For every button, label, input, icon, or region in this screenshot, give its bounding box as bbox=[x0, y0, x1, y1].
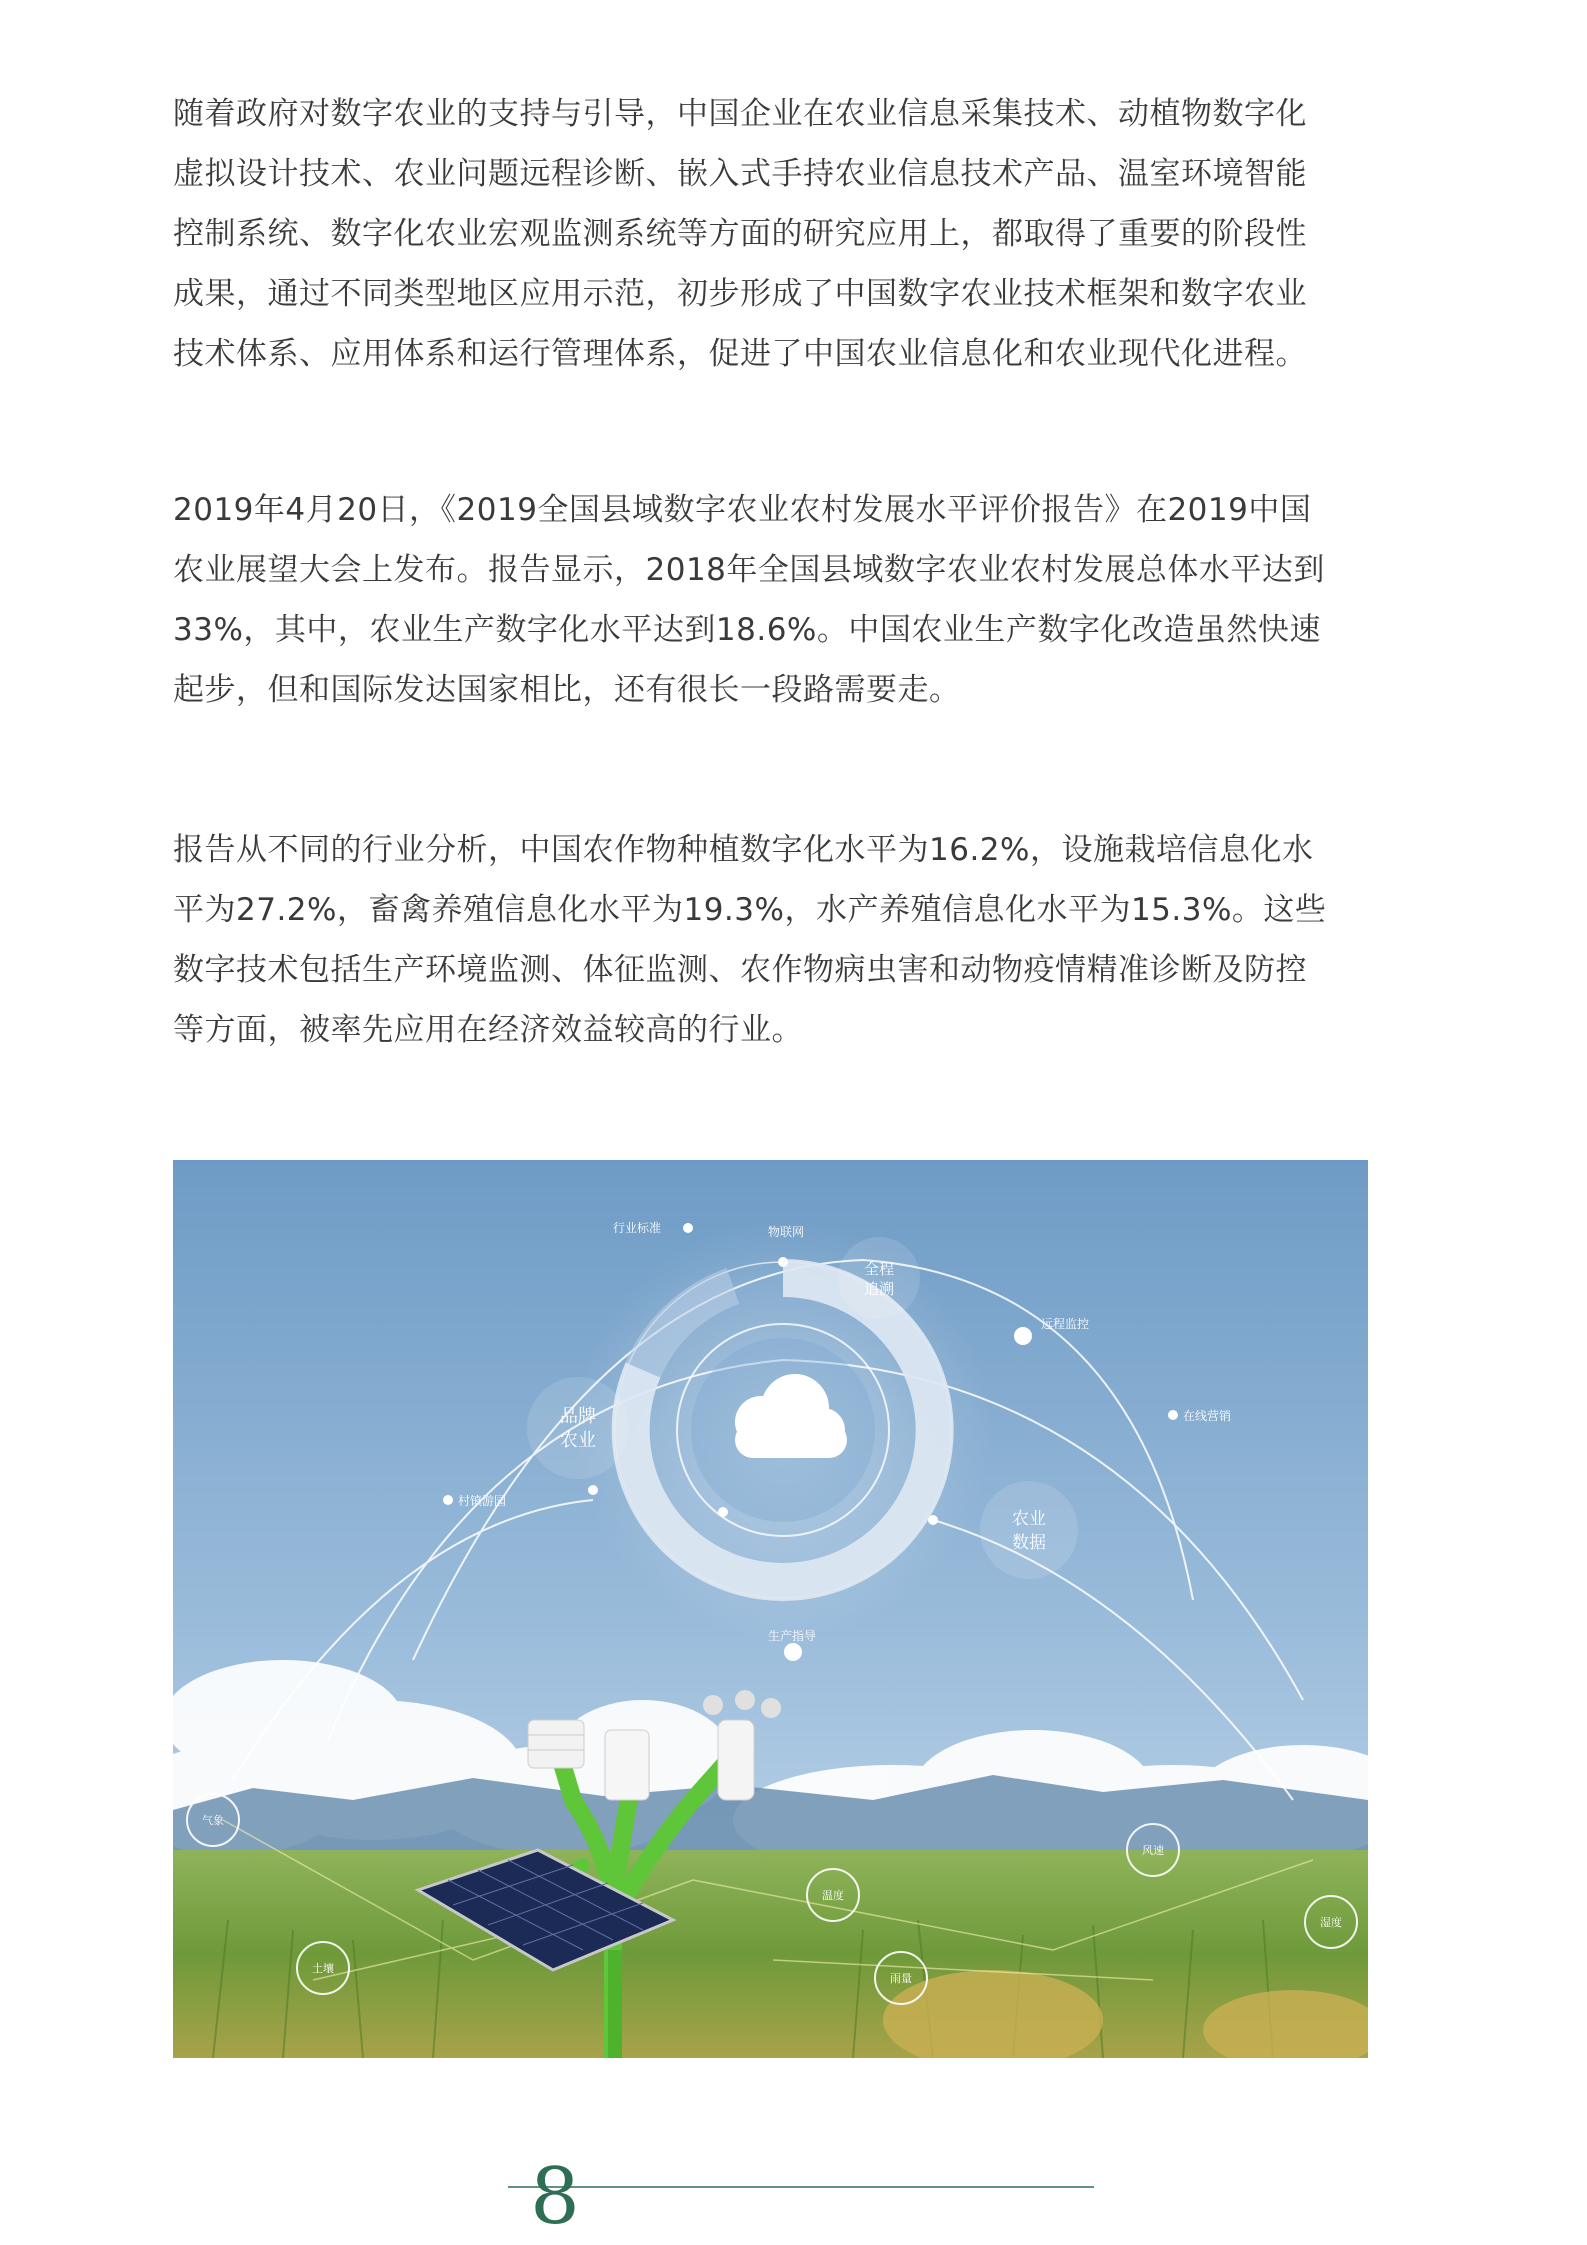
text-line: 控制系统、数字化农业宏观监测系统等方面的研究应用上，都取得了重要的阶段性 bbox=[173, 216, 1307, 252]
text-line: 数字技术包括生产环境监测、体征监测、农作物病虫害和动物疫情精准诊断及防控 bbox=[173, 952, 1307, 988]
label-iot: 物联网 bbox=[768, 1225, 805, 1239]
label-production-guide: 生产指导 bbox=[768, 1629, 817, 1643]
smart-agriculture-illustration bbox=[173, 1160, 1368, 2058]
text-line: 成果，通过不同类型地区应用示范，初步形成了中国数字农业技术框架和数字农业 bbox=[173, 276, 1307, 312]
footer-divider bbox=[508, 2186, 1094, 2188]
label-agri-data-2: 数据 bbox=[1012, 1533, 1046, 1553]
label-agri-data-1: 农业 bbox=[1012, 1509, 1046, 1529]
label-moisture: 湿度 bbox=[1320, 1916, 1342, 1929]
label-soil: 土壤 bbox=[312, 1962, 334, 1975]
text-line: 33%，其中，农业生产数字化水平达到18.6%。中国农业生产数字化改造虽然快速 bbox=[173, 612, 1321, 648]
label-brand-2: 农业 bbox=[560, 1430, 596, 1451]
label-full-tracing-2: 追溯 bbox=[863, 1280, 895, 1298]
label-online-sales: 在线营销 bbox=[1183, 1409, 1232, 1423]
label-industry-standard: 行业标准 bbox=[613, 1221, 662, 1235]
label-remote-monitoring: 远程监控 bbox=[1041, 1317, 1090, 1331]
text-line: 等方面，被率先应用在经济效益较高的行业。 bbox=[173, 1012, 803, 1048]
text-line: 虚拟设计技术、农业问题远程诊断、嵌入式手持农业信息技术产品、温室环境智能 bbox=[173, 156, 1307, 192]
full-tracing-node bbox=[839, 1238, 919, 1318]
text-line: 平为27.2%，畜禽养殖信息化水平为19.3%，水产养殖信息化水平为15.3%。这些 bbox=[173, 892, 1327, 928]
text-line: 随着政府对数字农业的支持与引导，中国企业在农业信息采集技术、动植物数字化 bbox=[173, 96, 1307, 132]
brand-agriculture-node bbox=[528, 1378, 628, 1478]
agri-data-node bbox=[981, 1482, 1077, 1578]
label-full-tracing-1: 全程 bbox=[863, 1260, 895, 1278]
paragraph-digital-agriculture-support bbox=[173, 84, 1423, 384]
label-rain: 雨量 bbox=[890, 1972, 912, 1985]
text-line: 起步，但和国际发达国家相比，还有很长一段路需要走。 bbox=[173, 672, 961, 708]
paragraph-industry-analysis bbox=[173, 820, 1423, 1060]
paragraph-2019-report bbox=[173, 480, 1423, 720]
label-wind-speed: 风速 bbox=[1142, 1844, 1164, 1857]
label-weather: 气象 bbox=[202, 1814, 224, 1827]
text-line: 报告从不同的行业分析，中国农作物种植数字化水平为16.2%，设施栽培信息化水 bbox=[173, 832, 1314, 868]
rice-field bbox=[173, 1850, 1368, 2058]
label-brand-1: 品牌 bbox=[560, 1406, 596, 1427]
text-line: 2019年4月20日，《2019全国县域数字农业农村发展水平评价报告》在2019中国 bbox=[173, 492, 1312, 528]
text-line: 农业展望大会上发布。报告显示，2018年全国县域数字农业农村发展总体水平达到 bbox=[173, 552, 1325, 588]
page-number: 8 bbox=[530, 2152, 580, 2242]
text-line: 技术体系、应用体系和运行管理体系，促进了中国农业信息化和农业现代化进程。 bbox=[173, 336, 1307, 372]
label-village-travel: 村镇游园 bbox=[458, 1494, 507, 1508]
label-soil-temp: 温度 bbox=[822, 1889, 844, 1902]
